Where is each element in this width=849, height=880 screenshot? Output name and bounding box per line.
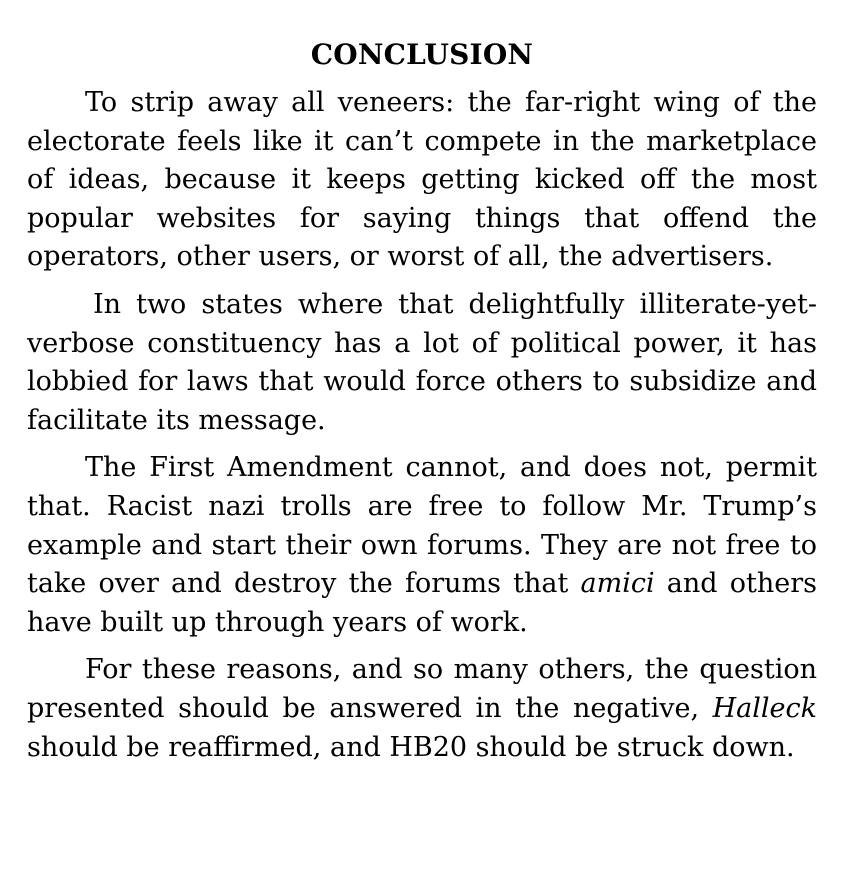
paragraph-3	[27, 449, 817, 642]
paragraph-1-text: To strip away all veneers: the far-right wing of the electorate feels like it can’t compete in the marketplace of ideas, because it keeps getting kicked off the most popular websites for saying things that offend the operators, other users, or worst of all, the advertisers.	[27, 87, 817, 273]
section-heading: CONCLUSION	[310, 38, 534, 71]
paragraph-2	[27, 286, 817, 440]
paragraph-4-text-part1: For these reasons, and so many others, the question presented should be answered in the negative,	[27, 654, 817, 724]
document-page	[27, 36, 817, 767]
paragraph-3-text-part1: The First Amendment cannot, and does not, permit that. Racist nazi trolls are free to follow Mr. Trump’s example and start their own forums. They are not free to take over and destroy the forums that	[27, 452, 817, 600]
paragraph-3-text-part2: and others have built up through years of work.	[27, 568, 817, 638]
paragraph-3-italic-amici: amici	[580, 568, 655, 600]
paragraph-4	[27, 651, 817, 767]
paragraph-4-italic-case-name: Halleck	[712, 692, 817, 724]
paragraph-1	[27, 84, 817, 277]
paragraph-2-text: In two states where that delightfully illiterate-yet-verbose constituency has a lot of political power, it has lobbied for laws that would force others to subsidize and facilitate its message.	[27, 288, 817, 436]
paragraph-4-text-part2: should be reaffirmed, and HB20 should be struck down.	[27, 731, 795, 763]
